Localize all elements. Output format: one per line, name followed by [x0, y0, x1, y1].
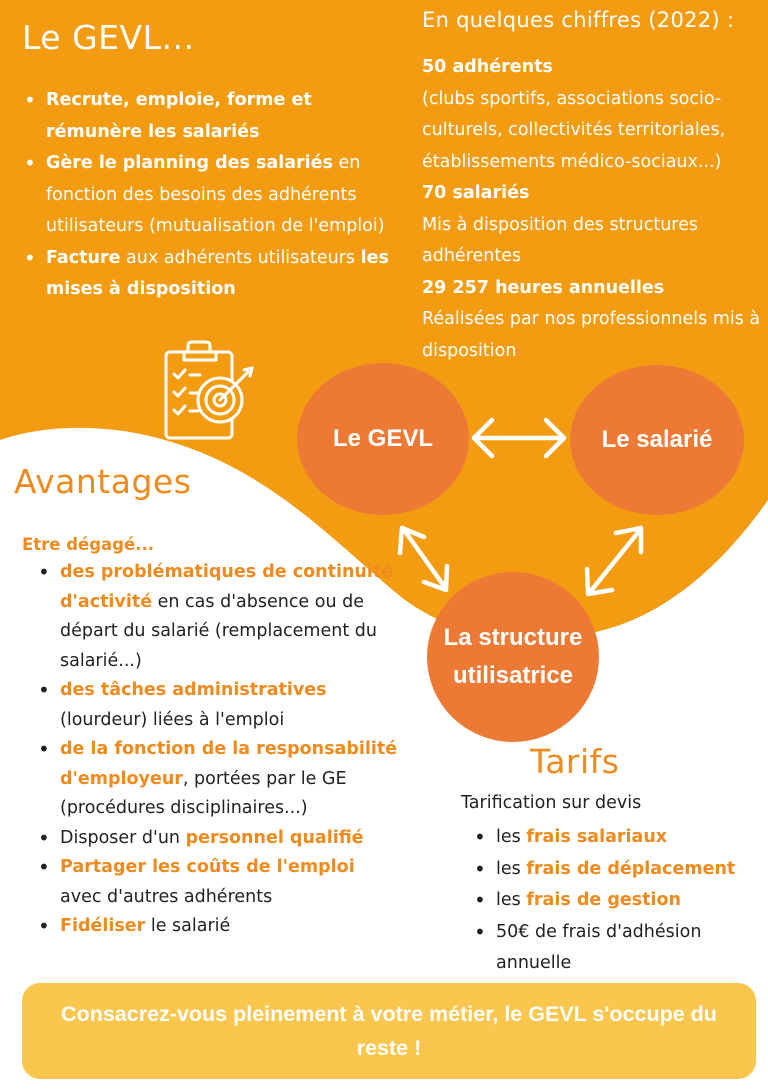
members-detail: (clubs sportifs, associations socio-culturels, collectivités territoriales, établissements médico-sociaux...) — [422, 88, 726, 172]
list-item: • de la fonction de la responsabilité d'employeur, portées par le GE (procédures disciplinaires...) — [38, 735, 398, 824]
double-arrow-icon — [400, 528, 447, 590]
list-item: • Partager les coûts de l'emploi avec d'autres adhérents — [38, 853, 398, 912]
double-arrow-icon — [474, 420, 564, 456]
advantages-title: Avantages — [14, 462, 192, 501]
list-item: • Disposer d'un personnel qualifié — [38, 824, 398, 854]
salarie-circle: Le salarié — [570, 365, 744, 515]
list-item: • Gère le planning des salariés en fonction des besoins des adhérents utilisateurs (mutualisation de l'emploi) — [24, 148, 399, 243]
double-arrow-icon — [587, 528, 641, 594]
list-item: • Fidéliser le salarié — [38, 912, 398, 942]
members-count: 50 adhérents — [422, 57, 553, 77]
page-title: Le GEVL... — [22, 18, 195, 57]
employees-detail: Mis à disposition des structures adhérentes — [422, 214, 698, 266]
list-item: • les frais salariaux — [474, 822, 764, 854]
gevl-circle: Le GEVL — [297, 363, 469, 515]
advantages-intro: Etre dégagé... — [22, 535, 154, 554]
list-item: • 50€ de frais d'adhésion annuelle — [474, 917, 764, 980]
list-item: • des problématiques de continuité d'activité en cas d'absence ou de départ du salarié (remplacement du salarié...) — [38, 558, 398, 676]
list-item: • Facture aux adhérents utilisateurs les mises à disposition — [24, 243, 399, 306]
tarifs-intro: Tarification sur devis — [461, 793, 642, 813]
list-item: • les frais de déplacement — [474, 854, 764, 886]
list-item: • des tâches administratives (lourdeur) liées à l'emploi — [38, 676, 398, 735]
hours-count: 29 257 heures annuelles — [422, 277, 665, 298]
employees-count: 70 salariés — [422, 183, 530, 203]
banner-text: Consacrez-vous pleinement à votre métier, le GEVL s'occupe du reste ! — [61, 1002, 717, 1060]
list-item: • Recrute, emploie, forme et rémunère les salariés — [24, 85, 399, 148]
stats-title: En quelques chiffres (2022) : — [422, 8, 735, 32]
hours-detail: Réalisées par nos professionnels mis à disposition — [422, 309, 761, 361]
list-item: • les frais de gestion — [474, 885, 764, 917]
tarifs-title: Tarifs — [530, 742, 620, 781]
structure-circle: La structure utilisatrice — [427, 572, 599, 742]
